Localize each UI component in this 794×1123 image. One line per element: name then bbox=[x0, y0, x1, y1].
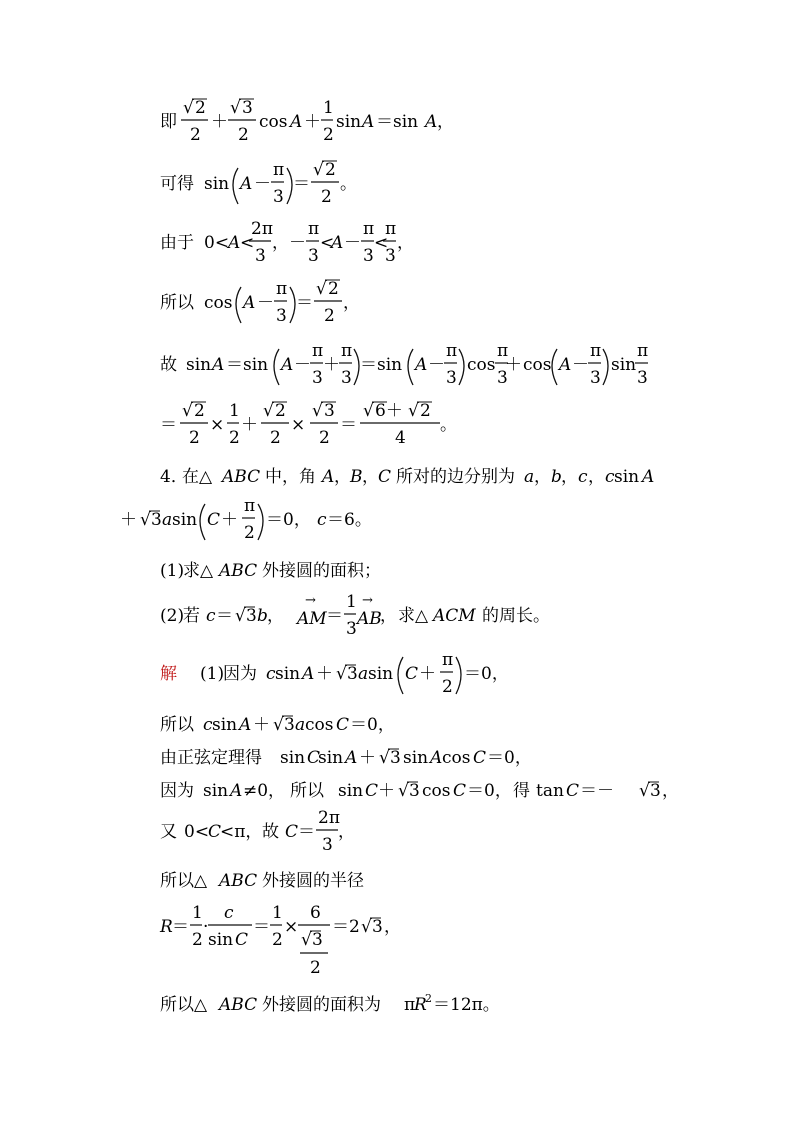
svg-text:R: R bbox=[414, 995, 427, 1015]
svg-text:√: √ bbox=[301, 930, 312, 950]
svg-text:√: √ bbox=[361, 917, 372, 937]
svg-text:外接圆的半径: 外接圆的半径 bbox=[262, 871, 364, 891]
svg-text:π: π bbox=[590, 341, 602, 361]
svg-text:AB: AB bbox=[357, 609, 382, 629]
svg-text:C: C bbox=[365, 781, 379, 801]
svg-text:A: A bbox=[243, 293, 256, 313]
svg-text:＝: ＝ bbox=[293, 174, 310, 194]
svg-text:(1): (1) bbox=[160, 561, 185, 581]
svg-text:＝sin: ＝sin bbox=[226, 355, 269, 375]
svg-text:sin: sin bbox=[275, 664, 301, 684]
svg-text:3: 3 bbox=[409, 781, 420, 801]
svg-text:A: A bbox=[290, 112, 303, 132]
svg-text:1: 1 bbox=[272, 903, 283, 923]
svg-text:<: < bbox=[320, 233, 335, 253]
svg-text:π: π bbox=[385, 219, 397, 239]
svg-text:中，角: 中，角 bbox=[265, 467, 316, 487]
svg-text:3: 3 bbox=[390, 748, 401, 768]
svg-text:(1): (1) bbox=[200, 664, 225, 684]
svg-text:π: π bbox=[276, 279, 288, 299]
svg-text:3: 3 bbox=[346, 619, 357, 639]
svg-text:sin: sin bbox=[203, 781, 229, 801]
svg-text:2: 2 bbox=[189, 428, 200, 448]
svg-text:，: ， bbox=[561, 467, 578, 487]
svg-text:＝: ＝ bbox=[172, 917, 189, 937]
svg-text:√: √ bbox=[273, 715, 284, 735]
svg-text:2: 2 bbox=[325, 160, 336, 180]
svg-text:＝0，: ＝0， bbox=[350, 715, 395, 735]
svg-text:0<: 0< bbox=[204, 233, 230, 253]
eq-3 bbox=[160, 219, 414, 266]
svg-text:。: 。 bbox=[340, 174, 357, 194]
svg-text:ABC: ABC bbox=[222, 467, 261, 487]
svg-text:3: 3 bbox=[590, 368, 601, 388]
svg-text:2π: 2π bbox=[251, 219, 273, 239]
svg-text:在△: 在△ bbox=[182, 467, 213, 487]
svg-text:π: π bbox=[363, 219, 375, 239]
svg-text:＝: ＝ bbox=[160, 415, 177, 435]
svg-text:cos: cos bbox=[259, 112, 288, 132]
svg-text:√: √ bbox=[408, 401, 419, 421]
svg-text:√: √ bbox=[263, 401, 274, 421]
svg-text:<: < bbox=[374, 233, 389, 253]
solution-line-5 bbox=[160, 808, 355, 855]
svg-text:0<: 0< bbox=[184, 822, 210, 842]
svg-text:cos: cos bbox=[523, 355, 552, 375]
svg-text:cos: cos bbox=[204, 293, 233, 313]
svg-text:c: c bbox=[317, 510, 327, 530]
question-1 bbox=[160, 561, 381, 581]
svg-text:又: 又 bbox=[160, 822, 177, 842]
svg-text:，－: ，－ bbox=[272, 233, 306, 253]
svg-text:由于: 由于 bbox=[160, 233, 194, 253]
svg-text:＝: ＝ bbox=[326, 606, 343, 626]
svg-text:所以: 所以 bbox=[160, 293, 194, 313]
svg-text:ABC: ABC bbox=[219, 561, 258, 581]
svg-text:－: － bbox=[294, 355, 311, 375]
solution-line-3 bbox=[160, 748, 532, 768]
svg-text:π: π bbox=[637, 341, 649, 361]
svg-text:×: × bbox=[284, 917, 299, 937]
svg-text:＝－: ＝－ bbox=[580, 781, 614, 801]
svg-text:3: 3 bbox=[446, 368, 457, 388]
svg-text:3: 3 bbox=[385, 246, 396, 266]
svg-text:＝0，: ＝0， bbox=[266, 510, 311, 530]
svg-text:tan: tan bbox=[536, 781, 564, 801]
svg-text:1: 1 bbox=[346, 592, 357, 612]
svg-text:，: ， bbox=[338, 822, 355, 842]
svg-text:，: ， bbox=[662, 781, 679, 801]
svg-text:sin: sin bbox=[208, 930, 234, 950]
svg-text:＋: ＋ bbox=[505, 355, 522, 375]
svg-text:－: － bbox=[257, 293, 274, 313]
svg-text:a: a bbox=[162, 510, 173, 530]
svg-text:得: 得 bbox=[513, 781, 530, 801]
svg-text:－: － bbox=[254, 174, 271, 194]
svg-text:＝: ＝ bbox=[340, 415, 357, 435]
svg-text:C: C bbox=[378, 467, 392, 487]
eq-6 bbox=[160, 401, 457, 448]
svg-text:cos: cos bbox=[422, 781, 451, 801]
svg-text:故: 故 bbox=[262, 822, 279, 842]
svg-text:2: 2 bbox=[275, 401, 286, 421]
svg-text:sin: sin bbox=[212, 715, 238, 735]
svg-text:√: √ bbox=[398, 781, 409, 801]
svg-text:2: 2 bbox=[319, 428, 330, 448]
svg-text:2: 2 bbox=[425, 992, 432, 1005]
svg-text:－: － bbox=[572, 355, 589, 375]
svg-text:→: → bbox=[362, 593, 373, 608]
svg-text:√: √ bbox=[379, 748, 390, 768]
svg-text:求△: 求△ bbox=[183, 561, 214, 581]
svg-text:＋: ＋ bbox=[304, 112, 321, 132]
svg-text:sin: sin bbox=[368, 664, 394, 684]
svg-text:＝: ＝ bbox=[253, 917, 270, 937]
svg-text:＋: ＋ bbox=[378, 781, 395, 801]
svg-text:sin: sin bbox=[338, 781, 364, 801]
svg-text:C: C bbox=[473, 748, 487, 768]
svg-text:2: 2 bbox=[229, 428, 240, 448]
svg-text:√: √ bbox=[140, 510, 151, 530]
svg-text:A: A bbox=[239, 715, 252, 735]
svg-text:＋: ＋ bbox=[253, 715, 270, 735]
svg-text:<: < bbox=[240, 233, 255, 253]
svg-text:c: c bbox=[224, 903, 234, 923]
svg-text:＝12π。: ＝12π。 bbox=[433, 995, 500, 1015]
svg-text:<π，: <π， bbox=[220, 822, 263, 842]
svg-text:可得: 可得 bbox=[160, 174, 194, 194]
svg-text:3: 3 bbox=[312, 368, 323, 388]
svg-text:π: π bbox=[244, 496, 256, 516]
svg-text:c: c bbox=[605, 467, 615, 487]
svg-text:若: 若 bbox=[183, 606, 200, 626]
eq-5 bbox=[160, 341, 648, 388]
svg-text:1: 1 bbox=[192, 903, 203, 923]
svg-text:C: C bbox=[566, 781, 580, 801]
svg-text:2: 2 bbox=[192, 930, 203, 950]
problem-4-line-2 bbox=[120, 496, 372, 543]
svg-text:＝0，: ＝0， bbox=[464, 664, 509, 684]
svg-text:＋: ＋ bbox=[323, 355, 340, 375]
svg-text:3: 3 bbox=[255, 246, 266, 266]
svg-text:＋: ＋ bbox=[419, 664, 436, 684]
sqrt-sign: √ bbox=[183, 98, 194, 118]
svg-text:C: C bbox=[405, 664, 419, 684]
svg-text:C: C bbox=[336, 715, 350, 735]
svg-text:＝: ＝ bbox=[296, 293, 313, 313]
solution-label: 解 bbox=[160, 664, 177, 684]
svg-text:2π: 2π bbox=[318, 808, 340, 828]
svg-text:A: A bbox=[230, 781, 243, 801]
svg-text:，: ， bbox=[397, 233, 414, 253]
svg-text:1: 1 bbox=[323, 98, 334, 118]
svg-text:2: 2 bbox=[190, 125, 201, 145]
svg-text:→: → bbox=[305, 593, 316, 608]
svg-text:，: ， bbox=[343, 293, 360, 313]
svg-text:所对的边分别为: 所对的边分别为 bbox=[396, 467, 515, 487]
question-2 bbox=[160, 592, 550, 639]
svg-text:－: － bbox=[344, 233, 361, 253]
svg-text:C: C bbox=[207, 510, 221, 530]
svg-text:2: 2 bbox=[194, 401, 205, 421]
svg-text:3: 3 bbox=[242, 98, 253, 118]
svg-text:A: A bbox=[281, 355, 294, 375]
svg-text:2: 2 bbox=[324, 306, 335, 326]
svg-text:2: 2 bbox=[321, 187, 332, 207]
svg-text:π: π bbox=[446, 341, 458, 361]
problem-4-line-1 bbox=[160, 467, 654, 487]
svg-text:b: b bbox=[257, 606, 268, 626]
svg-text:所以: 所以 bbox=[290, 781, 324, 801]
svg-text:π: π bbox=[312, 341, 324, 361]
svg-text:，: ， bbox=[362, 467, 379, 487]
svg-text:√: √ bbox=[312, 401, 323, 421]
svg-text:2: 2 bbox=[328, 279, 339, 299]
svg-text:sin: sin bbox=[336, 112, 362, 132]
svg-text:a: a bbox=[524, 467, 535, 487]
svg-text:＝sin: ＝sin bbox=[376, 112, 419, 132]
svg-text:3: 3 bbox=[312, 930, 323, 950]
eq-4 bbox=[160, 279, 360, 326]
svg-text:ABC: ABC bbox=[219, 871, 258, 891]
svg-text:a: a bbox=[295, 715, 306, 735]
svg-text:2: 2 bbox=[323, 125, 334, 145]
svg-text:3: 3 bbox=[650, 781, 661, 801]
svg-text:3: 3 bbox=[324, 401, 335, 421]
solution-line-2 bbox=[160, 715, 395, 735]
svg-text:A: A bbox=[559, 355, 572, 375]
solution-line-4 bbox=[160, 781, 679, 801]
svg-text:(2): (2) bbox=[160, 606, 185, 626]
svg-text:，: ， bbox=[534, 467, 551, 487]
svg-text:2: 2 bbox=[272, 930, 283, 950]
svg-text:√: √ bbox=[235, 606, 246, 626]
svg-text:sin: sin bbox=[614, 467, 640, 487]
svg-text:，: ， bbox=[267, 606, 284, 626]
svg-text:。: 。 bbox=[440, 415, 457, 435]
solution-line-1 bbox=[160, 650, 509, 697]
svg-text:A: A bbox=[642, 467, 655, 487]
svg-text:－: － bbox=[428, 355, 445, 375]
svg-text:√: √ bbox=[313, 160, 324, 180]
svg-text:C: C bbox=[235, 930, 249, 950]
svg-text:所以△: 所以△ bbox=[160, 995, 208, 1015]
svg-text:√: √ bbox=[336, 664, 347, 684]
svg-text:π: π bbox=[442, 650, 454, 670]
solution-line-7 bbox=[159, 903, 401, 978]
svg-text:cos: cos bbox=[467, 355, 496, 375]
svg-text:的周长。: 的周长。 bbox=[482, 606, 550, 626]
svg-text:3: 3 bbox=[363, 246, 374, 266]
svg-text:c: c bbox=[206, 606, 216, 626]
svg-text:sin: sin bbox=[403, 748, 429, 768]
svg-text:3: 3 bbox=[308, 246, 319, 266]
svg-text:·: · bbox=[203, 917, 209, 937]
svg-text:＝0，: ＝0， bbox=[467, 781, 512, 801]
svg-text:2: 2 bbox=[244, 523, 255, 543]
svg-text:C: C bbox=[208, 822, 222, 842]
svg-text:AM: AM bbox=[297, 609, 327, 629]
svg-text:C: C bbox=[307, 748, 321, 768]
svg-text:√: √ bbox=[182, 401, 193, 421]
svg-text:求△: 求△ bbox=[398, 606, 429, 626]
svg-text:外接圆的面积为: 外接圆的面积为 bbox=[262, 995, 381, 1015]
svg-text:×: × bbox=[210, 415, 225, 435]
svg-text:3: 3 bbox=[497, 368, 508, 388]
svg-text:＋: ＋ bbox=[241, 415, 258, 435]
svg-text:所以△: 所以△ bbox=[160, 871, 208, 891]
svg-text:＝: ＝ bbox=[298, 822, 315, 842]
svg-text:A: A bbox=[362, 112, 375, 132]
svg-text:π: π bbox=[308, 219, 320, 239]
svg-text:4．: 4． bbox=[160, 467, 188, 487]
svg-text:因为: 因为 bbox=[160, 781, 194, 801]
svg-text:A: A bbox=[415, 355, 428, 375]
svg-text:＝: ＝ bbox=[216, 606, 233, 626]
svg-text:c: c bbox=[266, 664, 276, 684]
eq-2 bbox=[160, 160, 357, 207]
svg-text:√: √ bbox=[363, 401, 374, 421]
svg-text:A: A bbox=[302, 664, 315, 684]
svg-text:C: C bbox=[453, 781, 467, 801]
svg-text:6: 6 bbox=[310, 903, 321, 923]
svg-text:3: 3 bbox=[276, 306, 287, 326]
solution-line-6 bbox=[160, 871, 364, 891]
svg-text:＋: ＋ bbox=[211, 112, 228, 132]
svg-text:3: 3 bbox=[637, 368, 648, 388]
svg-text:sin: sin bbox=[204, 174, 230, 194]
svg-text:sin: sin bbox=[172, 510, 198, 530]
svg-text:＋: ＋ bbox=[221, 510, 238, 530]
svg-text:π: π bbox=[341, 341, 353, 361]
svg-text:b: b bbox=[551, 467, 562, 487]
svg-text:cos: cos bbox=[305, 715, 334, 735]
svg-text:外接圆的面积；: 外接圆的面积； bbox=[262, 561, 381, 581]
char-ji: 即 bbox=[160, 112, 177, 132]
svg-text:π: π bbox=[497, 341, 509, 361]
svg-text:＝sin: ＝sin bbox=[360, 355, 403, 375]
svg-text:π: π bbox=[404, 995, 416, 1015]
svg-text:A: A bbox=[240, 174, 253, 194]
svg-text:＋: ＋ bbox=[316, 664, 333, 684]
svg-text:π: π bbox=[273, 160, 285, 180]
svg-text:≠0，: ≠0， bbox=[243, 781, 286, 801]
svg-text:3: 3 bbox=[341, 368, 352, 388]
svg-text:3: 3 bbox=[151, 510, 162, 530]
svg-text:sin: sin bbox=[186, 355, 212, 375]
svg-text:，: ， bbox=[380, 606, 397, 626]
svg-text:因为: 因为 bbox=[223, 664, 257, 684]
svg-text:3: 3 bbox=[322, 835, 333, 855]
num: 2 bbox=[195, 98, 206, 118]
svg-text:，: ， bbox=[437, 112, 454, 132]
svg-text:由正弦定理得: 由正弦定理得 bbox=[160, 748, 262, 768]
svg-text:A: A bbox=[212, 355, 225, 375]
svg-text:sin: sin bbox=[280, 748, 306, 768]
svg-text:√: √ bbox=[230, 98, 241, 118]
svg-text:3: 3 bbox=[347, 664, 358, 684]
svg-text:√: √ bbox=[316, 279, 327, 299]
svg-text:sin: sin bbox=[318, 748, 344, 768]
svg-text:R: R bbox=[160, 917, 173, 937]
svg-text:4: 4 bbox=[395, 428, 406, 448]
svg-text:3: 3 bbox=[246, 606, 257, 626]
svg-text:×: × bbox=[291, 415, 306, 435]
svg-text:故: 故 bbox=[160, 355, 177, 375]
svg-text:A: A bbox=[430, 748, 443, 768]
svg-text:所以: 所以 bbox=[160, 715, 194, 735]
svg-text:2: 2 bbox=[310, 958, 321, 978]
svg-text:，: ， bbox=[334, 467, 351, 487]
svg-text:，: ， bbox=[384, 917, 401, 937]
svg-text:＋: ＋ bbox=[120, 510, 137, 530]
eq-1 bbox=[160, 98, 454, 145]
svg-text:A: A bbox=[345, 748, 358, 768]
svg-text:2: 2 bbox=[442, 677, 453, 697]
svg-text:B: B bbox=[350, 467, 363, 487]
svg-text:1: 1 bbox=[229, 401, 240, 421]
svg-text:A: A bbox=[331, 233, 344, 253]
svg-text:ACM: ACM bbox=[433, 606, 476, 626]
svg-text:c: c bbox=[203, 715, 213, 735]
svg-text:，: ， bbox=[588, 467, 605, 487]
svg-text:C: C bbox=[285, 822, 299, 842]
svg-text:3: 3 bbox=[273, 187, 284, 207]
svg-text:c: c bbox=[578, 467, 588, 487]
svg-text:3: 3 bbox=[284, 715, 295, 735]
svg-text:A: A bbox=[228, 233, 241, 253]
svg-text:＝0，: ＝0， bbox=[487, 748, 532, 768]
svg-text:A: A bbox=[425, 112, 438, 132]
svg-text:3: 3 bbox=[372, 917, 383, 937]
svg-text:ABC: ABC bbox=[219, 995, 258, 1015]
svg-text:＋: ＋ bbox=[359, 748, 376, 768]
svg-text:cos: cos bbox=[442, 748, 471, 768]
svg-text:2: 2 bbox=[270, 428, 281, 448]
svg-text:2: 2 bbox=[420, 401, 431, 421]
svg-text:√: √ bbox=[639, 781, 650, 801]
svg-text:A: A bbox=[322, 467, 335, 487]
svg-text:a: a bbox=[358, 664, 369, 684]
svg-text:＝2: ＝2 bbox=[332, 917, 360, 937]
svg-text:6＋: 6＋ bbox=[375, 401, 403, 421]
solution-line-8 bbox=[160, 992, 500, 1015]
svg-text:＝6。: ＝6。 bbox=[327, 510, 372, 530]
svg-text:sin: sin bbox=[611, 355, 637, 375]
svg-text:2: 2 bbox=[238, 125, 249, 145]
